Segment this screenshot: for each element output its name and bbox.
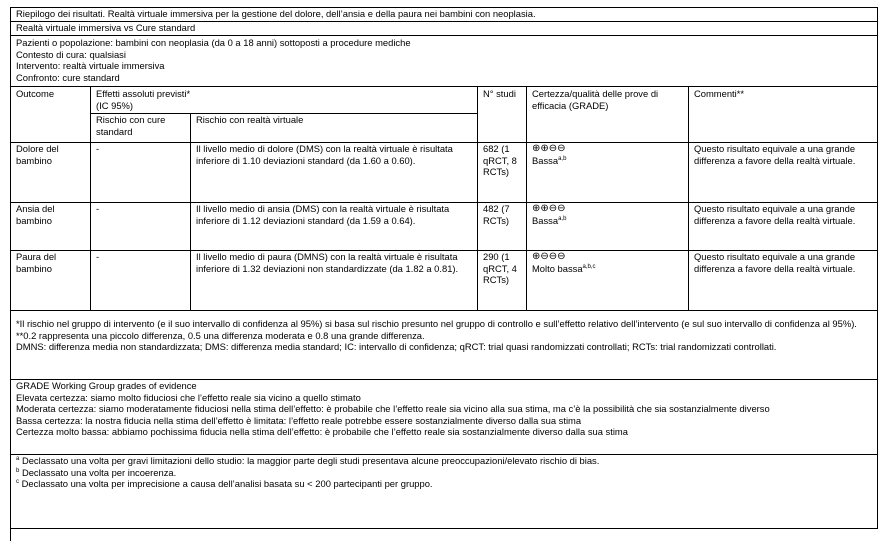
grade-notes: a,b [558,155,567,162]
downgrade-notes [16,455,871,490]
table-title: Riepilogo dei risultati. Realtà virtuale immersiva per la gestione del dolore, dell’ansia e della paura nei bambini con neoplasia. [16,8,536,19]
header-n-studies: N° studi [483,88,516,99]
header-effects: Effetti assoluti previsti* (IC 95%) [96,88,191,111]
risk-standard-cell: - [96,143,100,154]
row-line [11,310,877,311]
comparison-label: Realtà virtuale immersiva vs Cure standard [16,22,196,33]
comparison-row [11,22,877,36]
col-divider [688,87,689,310]
footnote-effect-size: **0.2 rappresenta una piccolo differenza, 0.5 una differenza moderata e 0.8 una grande differenza. [16,329,425,341]
grade-moderate: Moderata certezza: siamo moderatamente fiduciosi nella stima dell’effetto: è probabile che l’effetto reale sia vicino alla sua stima, ma c’è la possibilità che sia sostanzialmente diverso [16,403,770,415]
header-outcome: Outcome [16,88,55,99]
risk-vr-cell: Il livello medio di ansia (DMS) con la realtà virtuale è risultata inferiore di 1.12 deviazioni standard (da 1.59 a 0.64). [196,203,450,226]
outcome-cell: Ansia del bambino [16,203,55,226]
population-line: Pazienti o popolazione: bambini con neoplasia (da 0 a 18 anni) sottoposti a procedure mediche [16,37,411,48]
grade-low: Bassa certezza: la nostra fiducia nella stima dell’effetto è limitata: l’effetto reale potrebbe essere sostanzialmente diverso dalla sua stima [16,414,582,426]
grade-heading: GRADE Working Group grades of evidence [16,380,197,391]
grade-label: Bassa [532,214,559,226]
n-studies-cell: 482 (7 RCTs) [483,203,510,226]
grade-notes: a,b [558,215,567,222]
grade-label: Molto bassa [532,262,583,274]
certainty-cell [532,203,566,226]
col-divider [190,114,191,310]
setting-line: Contesto di cura: qualsiasi [16,48,126,60]
outcome-cell: Dolore del bambino [16,143,59,166]
grade-label: Bassa [532,154,559,166]
header-certainty: Certezza/qualità delle prove di efficacia (GRADE) [532,88,659,111]
grade-symbols: ⊕⊕⊖⊖ [532,203,566,214]
n-studies-cell: 290 (1 qRCT, 4 RCTs) [483,251,517,286]
page-edge-line [10,529,11,541]
grade-notes: a,b,c [582,263,596,270]
grade-symbols: ⊕⊕⊖⊖ [532,143,566,154]
summary-table [10,7,878,529]
grade-high: Elevata certezza: siamo molto fiduciosi che l’effetto reale sia vicino a quello stimato [16,391,361,403]
header-risk-standard: Rischio con cure standard [96,114,166,137]
header-comments: Commenti** [694,88,745,99]
comment-cell: Questo risultato equivale a una grande differenza a favore della realtà virtuale. [694,203,856,226]
note-a: $^a$ Declassato una volta per gravi limitazioni dello studio: la maggior parte degli studi presentava alcune preoccupazioni/elevato rischio di bias. [16,455,600,466]
population-row [11,36,877,87]
comparator-line: Confronto: cure standard [16,71,120,83]
grade-very-low: Certezza molto bassa: abbiamo pochissima fiducia nella stima dell’effetto: è probabile che l’effetto reale sia sostanzialmente diverso dalla sua stima [16,426,628,438]
comment-cell: Questo risultato equivale a una grande differenza a favore della realtà virtuale. [694,143,856,166]
risk-standard-cell: - [96,251,100,262]
note-c: $^c$ Declassato una volta per imprecisione a causa dell’analisi basata su < 200 partecipanti per gruppo. [16,478,433,490]
note-b: $^b$ Declassato una volta per incoerenza. [16,466,177,478]
risk-standard-cell: - [96,203,100,214]
intervention-line: Intervento: realtà virtuale immersiva [16,60,165,72]
grade-symbols: ⊕⊖⊖⊖ [532,251,566,262]
certainty-cell [532,251,596,274]
col-divider [477,87,478,310]
footnotes [16,318,871,353]
comment-cell: Questo risultato equivale a una grande differenza a favore della realtà virtuale. [694,251,856,274]
risk-vr-cell: Il livello medio di dolore (DMS) con la realtà virtuale è risultata inferiore di 1.10 deviazioni standard (da 1.60 a 0.60). [196,143,453,166]
col-divider [90,87,91,310]
risk-vr-cell: Il livello medio di paura (DMNS) con la realtà virtuale è risultata inferiore di 1.32 deviazioni non standardizzate (da 1.82 a 0.81). [196,251,459,274]
n-studies-cell: 682 (1 qRCT, 8 RCTs) [483,143,517,178]
outcome-cell: Paura del bambino [16,251,57,274]
footnote-risk: *Il rischio nel gruppo di intervento (e il suo intervallo di confidenza al 95%) si basa sul rischio presunto nel gruppo di controllo e sull’effetto relativo dell’intervento (e sul suo intervallo di confidenza al 95%). [16,318,857,329]
certainty-cell [532,143,566,166]
col-divider [526,87,527,310]
header-risk-vr: Rischio con realtà virtuale [196,114,304,125]
grade-definitions [16,380,871,438]
footnote-abbreviations: DMNS: differenza media non standardizzata; DMS: differenza media standard; IC: intervallo di confidenza; qRCT: trial quasi randomizzati controllati; RCTs: trial randomizzati controllati. [16,341,777,353]
table-title-row [11,8,877,22]
